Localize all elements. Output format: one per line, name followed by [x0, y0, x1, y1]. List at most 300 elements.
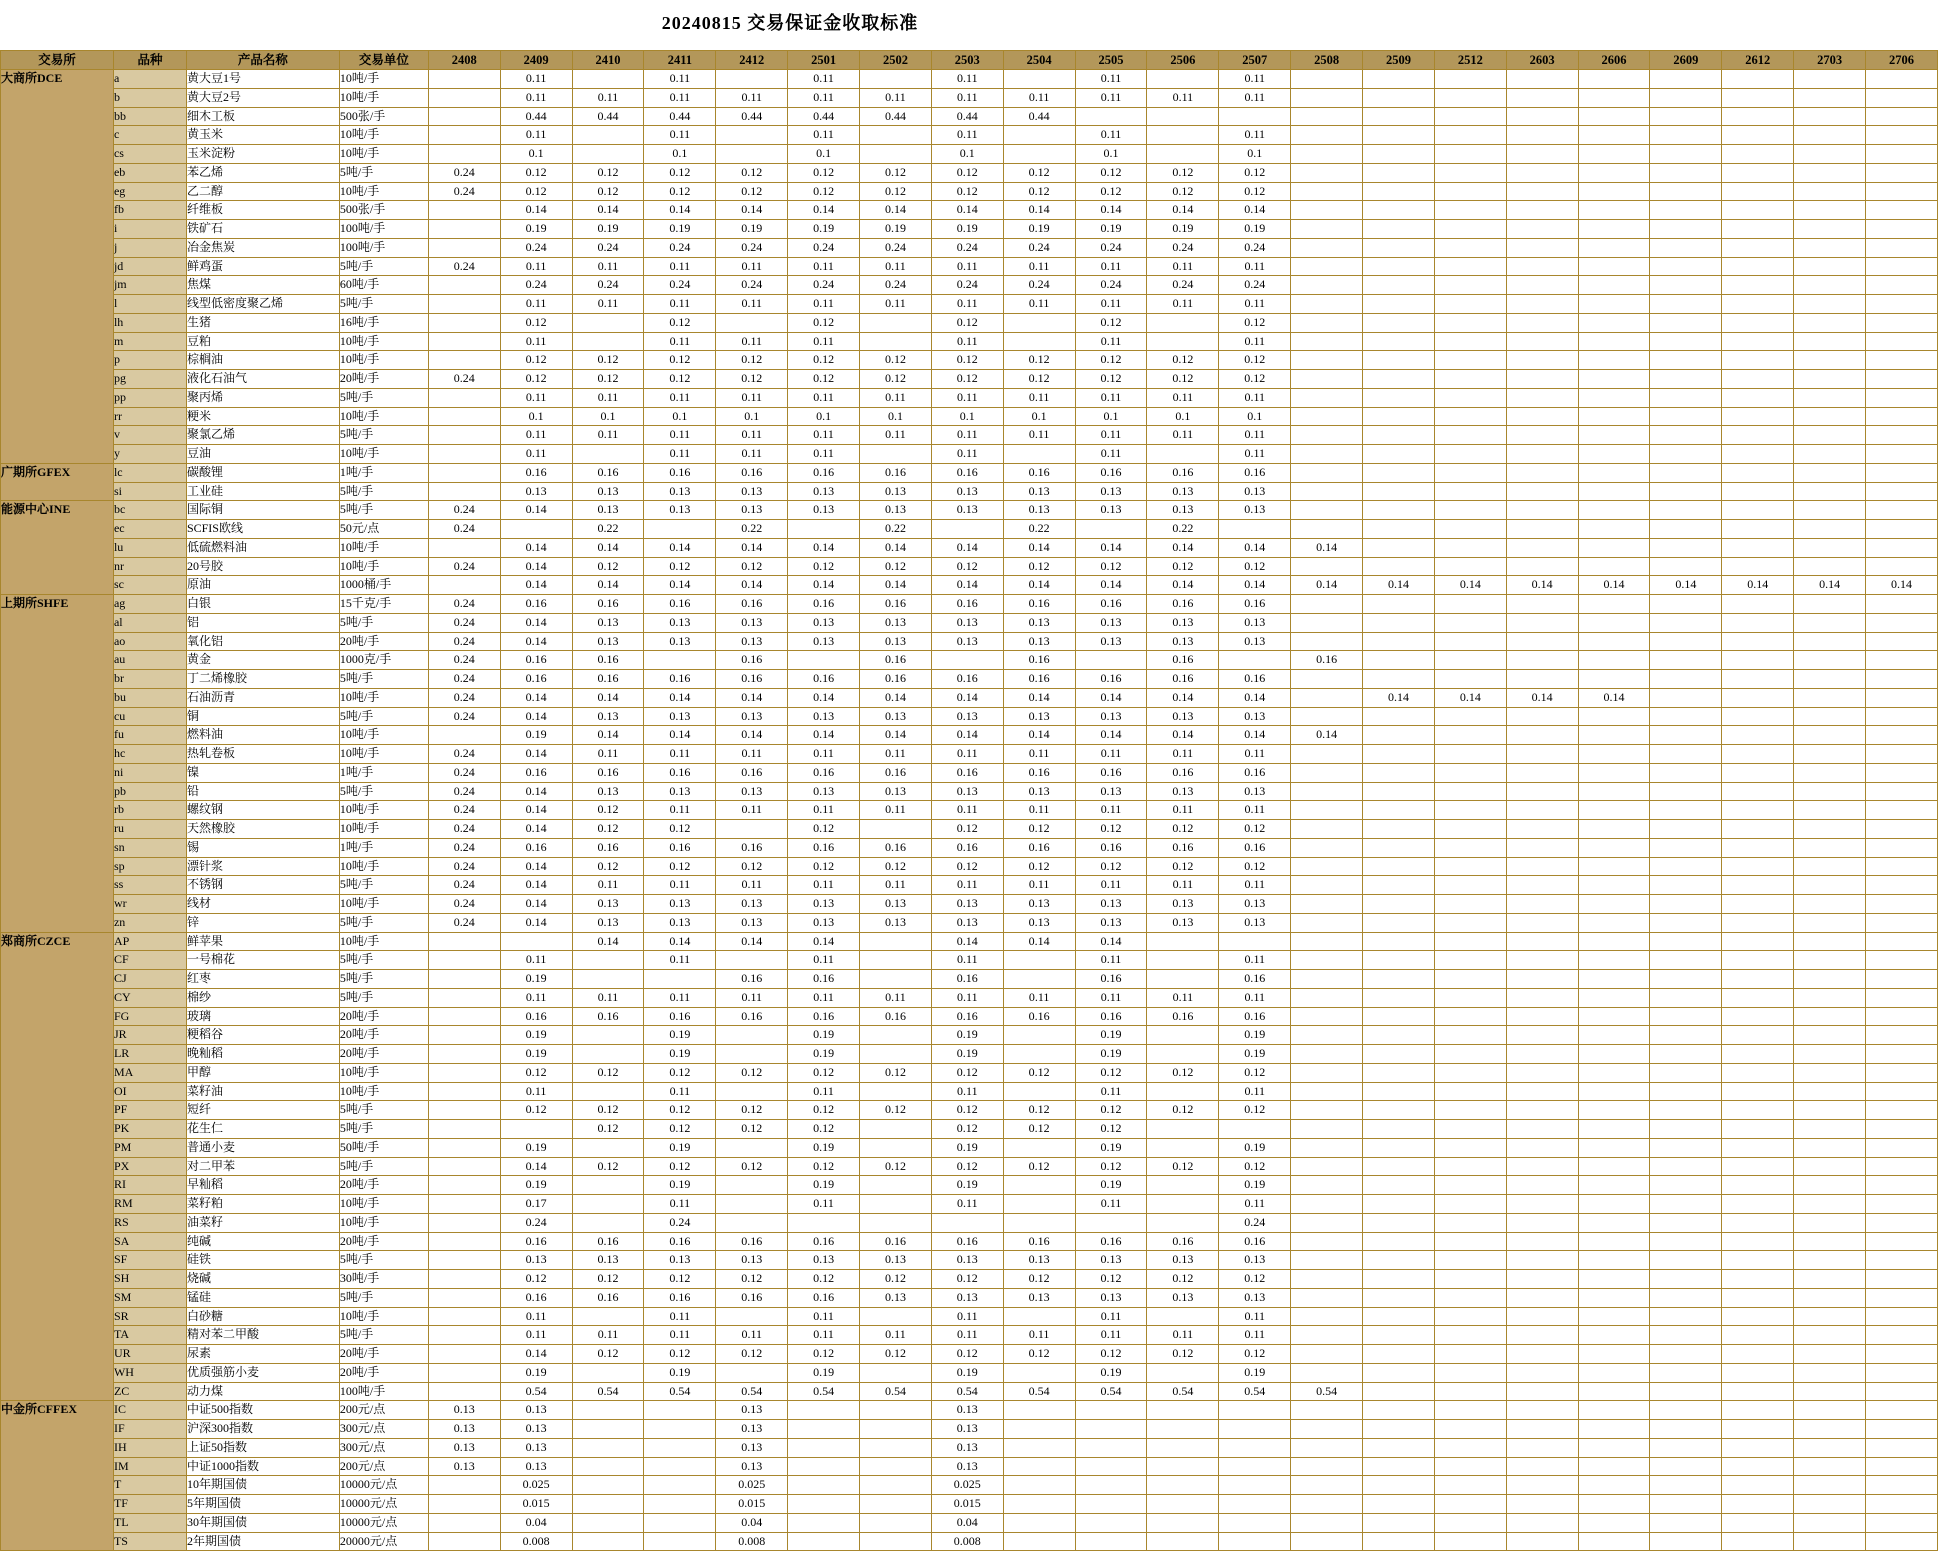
- margin-value-cell: [1866, 595, 1938, 614]
- margin-value-cell: 0.24: [428, 632, 500, 651]
- margin-value-cell: [1578, 876, 1650, 895]
- variety-code-cell: lc: [113, 463, 186, 482]
- margin-value-cell: 0.12: [1075, 313, 1147, 332]
- margin-value-cell: [1506, 220, 1578, 239]
- trade-unit-cell: 20吨/手: [339, 1045, 428, 1064]
- margin-value-cell: 0.16: [1147, 463, 1219, 482]
- margin-value-cell: 0.13: [788, 895, 860, 914]
- margin-value-cell: [1506, 257, 1578, 276]
- margin-value-cell: [644, 1513, 716, 1532]
- table-row: [1, 107, 1938, 126]
- margin-value-cell: [428, 1213, 500, 1232]
- margin-value-cell: [1722, 126, 1794, 145]
- margin-value-cell: [1291, 838, 1363, 857]
- margin-value-cell: 0.12: [1147, 1063, 1219, 1082]
- trade-unit-cell: 5吨/手: [339, 501, 428, 520]
- margin-value-cell: 0.13: [644, 707, 716, 726]
- margin-value-cell: [1363, 370, 1435, 389]
- margin-value-cell: [1794, 426, 1866, 445]
- margin-value-cell: [1434, 107, 1506, 126]
- product-name-cell: 线型低密度聚乙烯: [186, 295, 339, 314]
- product-name-cell: 菜籽粕: [186, 1195, 339, 1214]
- margin-value-cell: 0.14: [1075, 576, 1147, 595]
- margin-value-cell: 0.11: [931, 388, 1003, 407]
- margin-value-cell: [860, 1363, 932, 1382]
- margin-value-cell: [1147, 1138, 1219, 1157]
- variety-code-cell: PM: [113, 1138, 186, 1157]
- margin-value-cell: 0.11: [788, 70, 860, 89]
- margin-value-cell: 0.14: [500, 576, 572, 595]
- margin-value-cell: 0.16: [1075, 1232, 1147, 1251]
- margin-value-cell: 0.11: [572, 745, 644, 764]
- trade-unit-cell: 5吨/手: [339, 988, 428, 1007]
- margin-value-cell: 0.11: [500, 445, 572, 464]
- variety-code-cell: fb: [113, 201, 186, 220]
- margin-value-cell: 0.11: [644, 88, 716, 107]
- variety-code-cell: TA: [113, 1326, 186, 1345]
- trade-unit-cell: 10吨/手: [339, 407, 428, 426]
- margin-value-cell: 0.13: [931, 1401, 1003, 1420]
- margin-value-cell: [572, 1176, 644, 1195]
- margin-value-cell: [1794, 107, 1866, 126]
- margin-value-cell: 0.16: [644, 1232, 716, 1251]
- margin-value-cell: 0.13: [1219, 501, 1291, 520]
- margin-value-cell: 0.14: [788, 932, 860, 951]
- margin-value-cell: 0.22: [1003, 520, 1075, 539]
- product-name-cell: 豆油: [186, 445, 339, 464]
- margin-value-cell: [1578, 895, 1650, 914]
- margin-value-cell: [1722, 1138, 1794, 1157]
- margin-value-cell: [1578, 595, 1650, 614]
- margin-value-cell: [1003, 1195, 1075, 1214]
- margin-value-cell: 0.12: [1219, 1270, 1291, 1289]
- margin-value-cell: 0.1: [860, 407, 932, 426]
- margin-value-cell: 0.11: [1147, 426, 1219, 445]
- margin-value-cell: 0.14: [931, 932, 1003, 951]
- margin-value-cell: [1506, 407, 1578, 426]
- margin-value-cell: [1722, 1476, 1794, 1495]
- margin-value-cell: [428, 1101, 500, 1120]
- margin-value-cell: 0.11: [1075, 426, 1147, 445]
- margin-value-cell: [1578, 126, 1650, 145]
- margin-value-cell: [1866, 445, 1938, 464]
- table-row: [1, 1195, 1938, 1214]
- margin-value-cell: 0.12: [1003, 1270, 1075, 1289]
- margin-value-cell: [1650, 1438, 1722, 1457]
- margin-value-cell: [1003, 313, 1075, 332]
- margin-value-cell: [1363, 1213, 1435, 1232]
- margin-value-cell: 0.12: [931, 370, 1003, 389]
- margin-value-cell: [572, 1213, 644, 1232]
- margin-value-cell: [1722, 651, 1794, 670]
- margin-value-cell: 0.13: [931, 913, 1003, 932]
- margin-value-cell: 0.12: [1075, 1101, 1147, 1120]
- margin-value-cell: 0.12: [860, 1063, 932, 1082]
- margin-value-cell: [1506, 388, 1578, 407]
- margin-value-cell: 0.11: [931, 295, 1003, 314]
- margin-value-cell: [1003, 1082, 1075, 1101]
- margin-table: [0, 50, 1938, 1551]
- variety-code-cell: j: [113, 238, 186, 257]
- margin-value-cell: 0.24: [931, 238, 1003, 257]
- margin-value-cell: [1722, 1063, 1794, 1082]
- margin-value-cell: [716, 1363, 788, 1382]
- margin-value-cell: [1434, 970, 1506, 989]
- margin-value-cell: 0.13: [428, 1438, 500, 1457]
- margin-value-cell: [1434, 932, 1506, 951]
- margin-value-cell: [1650, 482, 1722, 501]
- table-row: [1, 1082, 1938, 1101]
- margin-value-cell: [1650, 1213, 1722, 1232]
- margin-value-cell: [1147, 970, 1219, 989]
- margin-value-cell: 0.14: [860, 201, 932, 220]
- margin-value-cell: [1866, 388, 1938, 407]
- margin-value-cell: 0.13: [716, 501, 788, 520]
- month-header: 2706: [1866, 51, 1938, 70]
- margin-value-cell: [1722, 1101, 1794, 1120]
- margin-value-cell: 0.19: [860, 220, 932, 239]
- margin-value-cell: [1794, 763, 1866, 782]
- product-name-cell: 天然橡胶: [186, 820, 339, 839]
- margin-value-cell: 0.16: [1219, 838, 1291, 857]
- margin-value-cell: [428, 463, 500, 482]
- margin-value-cell: 0.12: [644, 857, 716, 876]
- margin-value-cell: 0.11: [1219, 426, 1291, 445]
- margin-value-cell: [1722, 107, 1794, 126]
- margin-value-cell: [788, 1457, 860, 1476]
- margin-value-cell: [1434, 88, 1506, 107]
- margin-value-cell: 0.11: [1219, 988, 1291, 1007]
- margin-value-cell: [1722, 520, 1794, 539]
- margin-value-cell: 0.12: [644, 1270, 716, 1289]
- variety-code-cell: SA: [113, 1232, 186, 1251]
- margin-value-cell: 0.16: [1219, 595, 1291, 614]
- margin-value-cell: [572, 1045, 644, 1064]
- margin-value-cell: 0.12: [572, 1270, 644, 1289]
- margin-value-cell: [1722, 145, 1794, 164]
- margin-value-cell: [1578, 276, 1650, 295]
- margin-value-cell: 0.11: [644, 801, 716, 820]
- margin-value-cell: [1003, 1363, 1075, 1382]
- margin-value-cell: 0.12: [644, 370, 716, 389]
- margin-value-cell: 0.13: [716, 1457, 788, 1476]
- margin-value-cell: [1506, 70, 1578, 89]
- margin-value-cell: 0.12: [1219, 351, 1291, 370]
- margin-value-cell: [1363, 1457, 1435, 1476]
- margin-value-cell: 0.24: [428, 257, 500, 276]
- margin-value-cell: [1291, 1513, 1363, 1532]
- margin-value-cell: 0.11: [1219, 70, 1291, 89]
- margin-value-cell: 0.54: [1147, 1382, 1219, 1401]
- trade-unit-cell: 5吨/手: [339, 482, 428, 501]
- variety-code-cell: TS: [113, 1532, 186, 1551]
- margin-value-cell: [1578, 1495, 1650, 1514]
- margin-value-cell: 0.16: [1219, 763, 1291, 782]
- margin-value-cell: 0.19: [1075, 1176, 1147, 1195]
- product-name-cell: 优质强筋小麦: [186, 1363, 339, 1382]
- margin-value-cell: [1866, 1513, 1938, 1532]
- margin-value-cell: [1075, 1420, 1147, 1439]
- margin-value-cell: [500, 932, 572, 951]
- margin-value-cell: [1291, 782, 1363, 801]
- margin-value-cell: [1363, 107, 1435, 126]
- margin-value-cell: [1650, 1251, 1722, 1270]
- trade-unit-cell: 20吨/手: [339, 632, 428, 651]
- margin-value-cell: 0.13: [931, 1288, 1003, 1307]
- margin-value-cell: [1291, 1363, 1363, 1382]
- margin-value-cell: [1291, 707, 1363, 726]
- margin-value-cell: [1722, 426, 1794, 445]
- margin-value-cell: 0.13: [1003, 895, 1075, 914]
- margin-value-cell: 0.16: [572, 763, 644, 782]
- margin-value-cell: 0.16: [860, 670, 932, 689]
- margin-value-cell: [1506, 1063, 1578, 1082]
- margin-value-cell: [1794, 182, 1866, 201]
- margin-value-cell: 0.24: [500, 1213, 572, 1232]
- table-row: [1, 220, 1938, 239]
- margin-value-cell: [1794, 1270, 1866, 1289]
- product-name-cell: 棉纱: [186, 988, 339, 1007]
- trade-unit-cell: 20吨/手: [339, 1363, 428, 1382]
- margin-value-cell: [1794, 613, 1866, 632]
- margin-value-cell: [1147, 1363, 1219, 1382]
- margin-value-cell: [1363, 782, 1435, 801]
- margin-value-cell: [1506, 1363, 1578, 1382]
- margin-value-cell: 0.11: [931, 257, 1003, 276]
- margin-value-cell: [1650, 1420, 1722, 1439]
- margin-value-cell: [1363, 745, 1435, 764]
- margin-value-cell: [1434, 632, 1506, 651]
- margin-value-cell: 0.13: [1075, 782, 1147, 801]
- margin-value-cell: [1578, 613, 1650, 632]
- margin-value-cell: 0.16: [644, 763, 716, 782]
- margin-value-cell: [1578, 163, 1650, 182]
- margin-value-cell: 0.12: [1219, 1063, 1291, 1082]
- margin-value-cell: 0.11: [788, 295, 860, 314]
- product-name-cell: 漂针浆: [186, 857, 339, 876]
- margin-value-cell: 0.44: [931, 107, 1003, 126]
- trade-unit-cell: 10吨/手: [339, 1213, 428, 1232]
- trade-unit-cell: 50吨/手: [339, 1138, 428, 1157]
- margin-value-cell: 0.12: [500, 370, 572, 389]
- margin-value-cell: [1434, 651, 1506, 670]
- margin-value-cell: 0.11: [860, 801, 932, 820]
- margin-value-cell: [1794, 388, 1866, 407]
- margin-value-cell: 0.13: [500, 482, 572, 501]
- margin-value-cell: [572, 951, 644, 970]
- margin-value-cell: [1291, 557, 1363, 576]
- margin-value-cell: [1794, 651, 1866, 670]
- product-name-cell: 乙二醇: [186, 182, 339, 201]
- margin-value-cell: [1650, 801, 1722, 820]
- margin-value-cell: 0.11: [644, 295, 716, 314]
- table-row: [1, 145, 1938, 164]
- product-name-cell: 焦煤: [186, 276, 339, 295]
- margin-value-cell: 0.14: [931, 726, 1003, 745]
- margin-value-cell: [1722, 182, 1794, 201]
- product-name-cell: 锡: [186, 838, 339, 857]
- variety-code-cell: p: [113, 351, 186, 370]
- margin-value-cell: 0.11: [860, 426, 932, 445]
- margin-value-cell: [1722, 838, 1794, 857]
- margin-value-cell: [860, 1420, 932, 1439]
- margin-value-cell: [1003, 1476, 1075, 1495]
- variety-code-cell: ru: [113, 820, 186, 839]
- margin-value-cell: [500, 520, 572, 539]
- month-header: 2410: [572, 51, 644, 70]
- margin-value-cell: 0.16: [1003, 651, 1075, 670]
- margin-value-cell: [788, 651, 860, 670]
- margin-value-cell: 0.14: [788, 726, 860, 745]
- variety-code-cell: i: [113, 220, 186, 239]
- margin-value-cell: [1650, 1063, 1722, 1082]
- margin-value-cell: [1363, 1157, 1435, 1176]
- margin-value-cell: [1578, 857, 1650, 876]
- margin-value-cell: [1363, 295, 1435, 314]
- margin-value-cell: [1650, 370, 1722, 389]
- margin-value-cell: [1147, 1457, 1219, 1476]
- variety-code-cell: jd: [113, 257, 186, 276]
- margin-value-cell: [1434, 763, 1506, 782]
- margin-value-cell: [1291, 1045, 1363, 1064]
- margin-value-cell: 0.16: [931, 1007, 1003, 1026]
- margin-value-cell: 0.14: [572, 201, 644, 220]
- variety-code-cell: IM: [113, 1457, 186, 1476]
- margin-value-cell: [1434, 445, 1506, 464]
- margin-value-cell: 0.14: [500, 1157, 572, 1176]
- margin-value-cell: [860, 1476, 932, 1495]
- variety-code-cell: eb: [113, 163, 186, 182]
- variety-code-cell: sc: [113, 576, 186, 595]
- margin-value-cell: [1722, 1363, 1794, 1382]
- trade-unit-cell: 10吨/手: [339, 88, 428, 107]
- margin-value-cell: [1794, 1532, 1866, 1551]
- margin-value-cell: 0.16: [1147, 595, 1219, 614]
- margin-value-cell: 0.13: [644, 782, 716, 801]
- margin-value-cell: 0.12: [1075, 557, 1147, 576]
- margin-value-cell: [1219, 1532, 1291, 1551]
- margin-value-cell: [1794, 1495, 1866, 1514]
- margin-value-cell: [428, 295, 500, 314]
- margin-value-cell: 0.24: [428, 801, 500, 820]
- margin-value-cell: [1291, 670, 1363, 689]
- margin-value-cell: 0.12: [931, 1120, 1003, 1139]
- margin-value-cell: 0.13: [716, 1438, 788, 1457]
- margin-value-cell: [1219, 1457, 1291, 1476]
- margin-value-cell: 0.54: [931, 1382, 1003, 1401]
- margin-value-cell: [1075, 1438, 1147, 1457]
- margin-value-cell: 0.54: [1003, 1382, 1075, 1401]
- variety-code-cell: PX: [113, 1157, 186, 1176]
- margin-value-cell: 0.13: [931, 895, 1003, 914]
- trade-unit-cell: 10吨/手: [339, 1063, 428, 1082]
- margin-value-cell: [1291, 613, 1363, 632]
- margin-value-cell: 0.12: [931, 557, 1003, 576]
- margin-value-cell: [1794, 501, 1866, 520]
- margin-value-cell: 0.11: [716, 876, 788, 895]
- margin-value-cell: 0.13: [931, 707, 1003, 726]
- margin-value-cell: [1866, 726, 1938, 745]
- margin-value-cell: 0.12: [716, 557, 788, 576]
- month-header: 2609: [1650, 51, 1722, 70]
- margin-value-cell: 0.14: [788, 576, 860, 595]
- margin-value-cell: [1866, 1401, 1938, 1420]
- margin-value-cell: [1434, 1288, 1506, 1307]
- margin-value-cell: [428, 1363, 500, 1382]
- margin-value-cell: [1794, 876, 1866, 895]
- margin-value-cell: [1434, 1045, 1506, 1064]
- margin-value-cell: [1650, 745, 1722, 764]
- margin-value-cell: [1794, 126, 1866, 145]
- margin-value-cell: 0.14: [500, 745, 572, 764]
- margin-value-cell: 0.16: [1003, 763, 1075, 782]
- table-row: [1, 895, 1938, 914]
- variety-code-cell: ss: [113, 876, 186, 895]
- margin-value-cell: [428, 88, 500, 107]
- margin-value-cell: 0.19: [931, 1363, 1003, 1382]
- margin-value-cell: [1650, 257, 1722, 276]
- table-body: [1, 70, 1938, 1551]
- margin-value-cell: 0.12: [931, 1063, 1003, 1082]
- margin-value-cell: 0.12: [644, 313, 716, 332]
- month-header: 2503: [931, 51, 1003, 70]
- margin-value-cell: [1075, 1476, 1147, 1495]
- table-row: [1, 595, 1938, 614]
- product-name-cell: 普通小麦: [186, 1138, 339, 1157]
- margin-value-cell: 0.13: [572, 782, 644, 801]
- margin-value-cell: 0.12: [1219, 1157, 1291, 1176]
- column-header: 产品名称: [186, 51, 339, 70]
- margin-value-cell: [1650, 332, 1722, 351]
- margin-value-cell: [1506, 1532, 1578, 1551]
- margin-value-cell: 0.13: [1075, 613, 1147, 632]
- margin-value-cell: 0.12: [788, 1345, 860, 1364]
- margin-value-cell: [1722, 670, 1794, 689]
- variety-code-cell: sn: [113, 838, 186, 857]
- margin-value-cell: 0.13: [500, 1251, 572, 1270]
- margin-value-cell: [572, 1513, 644, 1532]
- margin-value-cell: 0.12: [788, 182, 860, 201]
- margin-value-cell: 0.24: [572, 238, 644, 257]
- product-name-cell: 花生仁: [186, 1120, 339, 1139]
- margin-value-cell: 0.13: [572, 632, 644, 651]
- margin-value-cell: 0.16: [931, 670, 1003, 689]
- margin-value-cell: 0.16: [716, 1288, 788, 1307]
- margin-value-cell: 0.12: [1003, 857, 1075, 876]
- margin-value-cell: 0.11: [931, 70, 1003, 89]
- margin-value-cell: [1794, 1420, 1866, 1439]
- margin-value-cell: 0.13: [1003, 501, 1075, 520]
- margin-value-cell: 0.13: [1075, 913, 1147, 932]
- margin-value-cell: [1506, 1288, 1578, 1307]
- margin-value-cell: 0.11: [500, 1082, 572, 1101]
- margin-value-cell: [1434, 707, 1506, 726]
- margin-value-cell: [1794, 820, 1866, 839]
- margin-value-cell: 0.12: [931, 182, 1003, 201]
- product-name-cell: 燃料油: [186, 726, 339, 745]
- margin-value-cell: [1434, 482, 1506, 501]
- margin-value-cell: [1794, 163, 1866, 182]
- margin-value-cell: 0.16: [500, 1007, 572, 1026]
- margin-value-cell: [1363, 1532, 1435, 1551]
- margin-value-cell: [1866, 463, 1938, 482]
- margin-value-cell: [1363, 1101, 1435, 1120]
- margin-value-cell: [1650, 463, 1722, 482]
- variety-code-cell: b: [113, 88, 186, 107]
- margin-value-cell: [572, 70, 644, 89]
- margin-value-cell: 0.11: [931, 801, 1003, 820]
- margin-value-cell: [1866, 145, 1938, 164]
